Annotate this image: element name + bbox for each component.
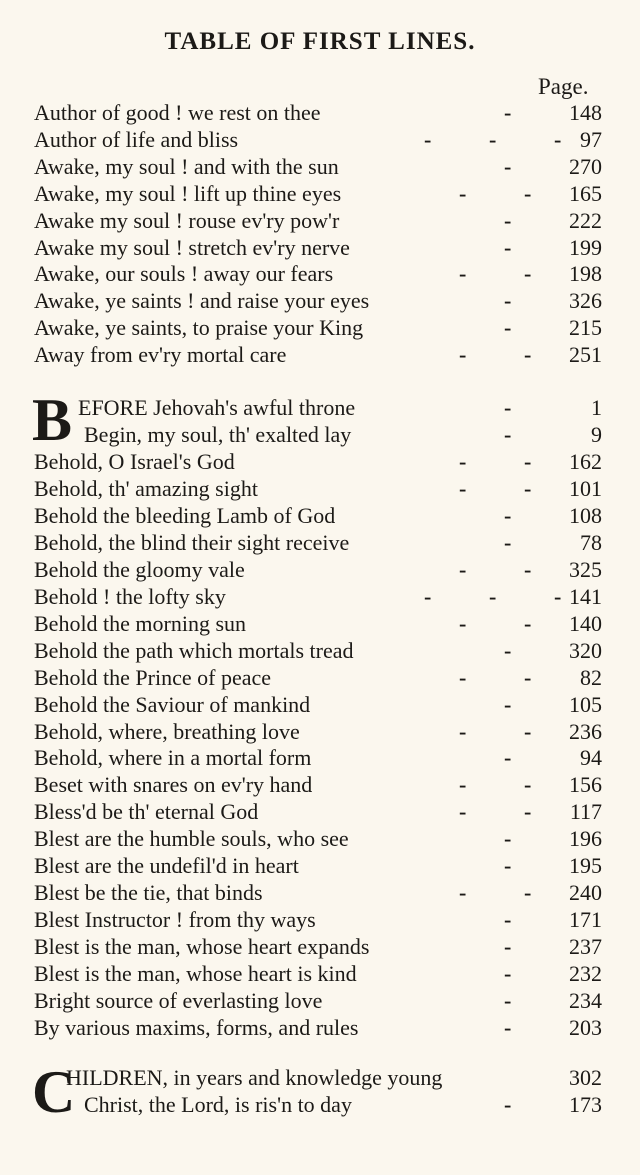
- entry-first-line: HILDREN, in years and knowledge young: [66, 1065, 443, 1090]
- leader-dash: -: [524, 342, 532, 368]
- entry-first-line: Away from ev'ry mortal care: [34, 342, 287, 368]
- entry-first-line: Blest are the humble souls, who see: [34, 826, 349, 852]
- entry-first-line: Awake, my soul ! and with the sun: [34, 153, 339, 179]
- entry-first-line: Christ, the Lord, is ris'n to day: [84, 1092, 352, 1117]
- index-entry: [34, 933, 606, 960]
- page-column-header: Page.: [538, 74, 589, 99]
- index-entry: [34, 421, 606, 448]
- index-entry: [34, 341, 606, 368]
- entry-page-number: 222: [569, 207, 602, 233]
- index-entry: [34, 234, 606, 261]
- leader-dash: -: [459, 556, 467, 582]
- leader-dash: -: [504, 207, 512, 233]
- entry-first-line: Behold, where in a mortal form: [34, 745, 312, 771]
- entry-page-number: 195: [569, 853, 602, 879]
- entry-page-number: 9: [591, 422, 602, 447]
- index-entry: [34, 126, 606, 153]
- entry-page-number: 215: [569, 315, 602, 341]
- leader-dash: -: [504, 961, 512, 987]
- index-entry: [34, 691, 606, 718]
- entry-page-number: 251: [569, 342, 602, 368]
- leader-dash: -: [504, 395, 512, 420]
- leader-dash: -: [504, 100, 512, 125]
- leader-dash: -: [504, 288, 512, 314]
- entry-page-number: 105: [569, 691, 602, 717]
- section-b-dropcap: B: [32, 387, 73, 453]
- leader-dash: -: [524, 180, 532, 206]
- entry-page-number: 198: [569, 261, 602, 287]
- leader-dash: -: [504, 907, 512, 933]
- leader-dash: -: [459, 180, 467, 206]
- entry-page-number: 232: [569, 961, 602, 987]
- index-entry: [34, 825, 606, 852]
- leader-dash: -: [524, 718, 532, 744]
- leader-dash: -: [489, 583, 497, 609]
- entry-page-number: 101: [569, 475, 602, 501]
- entry-page-number: 162: [569, 449, 602, 474]
- leader-dash: -: [504, 988, 512, 1013]
- index-entry: [34, 771, 606, 798]
- entry-first-line: Author of good ! we rest on thee: [34, 100, 321, 125]
- index-entry: [34, 852, 606, 879]
- entry-page-number: 94: [580, 745, 602, 771]
- entry-page-number: 1: [591, 395, 602, 420]
- entry-page-number: 140: [569, 610, 602, 636]
- entry-page-number: 234: [569, 988, 602, 1013]
- entry-first-line: Awake my soul ! stretch ev'ry nerve: [34, 234, 350, 260]
- entry-page-number: 108: [569, 502, 602, 528]
- entry-first-line: Blest Instructor ! from thy ways: [34, 907, 316, 933]
- leader-dash: -: [459, 610, 467, 636]
- index-entry: [34, 583, 606, 610]
- leader-dash: -: [504, 1092, 512, 1117]
- entry-first-line: Bless'd be th' eternal God: [34, 799, 259, 825]
- entry-page-number: 97: [580, 126, 602, 152]
- leader-dash: -: [504, 691, 512, 717]
- index-entry: [34, 906, 606, 933]
- leader-dash: -: [459, 718, 467, 744]
- entry-page-number: 148: [569, 100, 602, 125]
- entry-first-line: Behold, where, breathing love: [34, 718, 300, 744]
- entry-first-line: EFORE Jehovah's awful throne: [78, 395, 356, 420]
- leader-dash: -: [459, 261, 467, 287]
- entry-page-number: 78: [580, 529, 602, 555]
- index-entry: [34, 637, 606, 664]
- entry-page-number: 325: [569, 556, 602, 582]
- entry-first-line: Blest is the man, whose heart is kind: [34, 961, 357, 987]
- leader-dash: -: [489, 126, 497, 152]
- entry-first-line: Behold the Saviour of mankind: [34, 691, 311, 717]
- leader-dash: -: [424, 126, 432, 152]
- leader-dash: -: [504, 637, 512, 663]
- entry-page-number: 82: [580, 664, 602, 690]
- leader-dash: -: [524, 880, 532, 906]
- leader-dash: -: [424, 583, 432, 609]
- leader-dash: -: [524, 449, 532, 474]
- leader-dash: -: [459, 880, 467, 906]
- entry-page-number: 320: [569, 637, 602, 663]
- leader-dash: -: [504, 422, 512, 447]
- leader-dash: -: [504, 853, 512, 879]
- entry-first-line: Awake, our souls ! away our fears: [34, 261, 334, 287]
- index-entry: [66, 1064, 606, 1091]
- leader-dash: -: [504, 529, 512, 555]
- index-entry: [34, 314, 606, 341]
- entry-first-line: Behold the bleeding Lamb of God: [34, 502, 336, 528]
- leader-dash: -: [459, 772, 467, 798]
- entry-first-line: Blest be the tie, that binds: [34, 880, 263, 906]
- index-entry: [34, 1091, 606, 1118]
- entry-first-line: Awake, ye saints, to praise your King: [34, 315, 364, 341]
- leader-dash: -: [504, 934, 512, 960]
- index-entry: [34, 529, 606, 556]
- entry-page-number: 117: [569, 799, 602, 825]
- index-entry: [34, 798, 606, 825]
- entry-first-line: Awake my soul ! rouse ev'ry pow'r: [34, 207, 340, 233]
- leader-dash: -: [504, 745, 512, 771]
- leader-dash: -: [459, 475, 467, 501]
- entry-first-line: Beset with snares on ev'ry hand: [34, 772, 313, 798]
- index-entry: [34, 475, 606, 502]
- entry-first-line: Awake, ye saints ! and raise your eyes: [34, 288, 370, 314]
- entry-first-line: Behold the Prince of peace: [34, 664, 272, 690]
- index-entry: [34, 502, 606, 529]
- entry-first-line: Begin, my soul, th' exalted lay: [84, 422, 352, 447]
- entry-page-number: 237: [569, 934, 602, 960]
- entry-first-line: Blest are the undefil'd in heart: [34, 853, 299, 879]
- entry-page-number: 203: [569, 1014, 602, 1040]
- entry-page-number: 199: [569, 234, 602, 260]
- leader-dash: -: [524, 475, 532, 501]
- leader-dash: -: [504, 826, 512, 852]
- entry-first-line: Behold, O Israel's God: [34, 449, 235, 474]
- entry-page-number: 236: [569, 718, 602, 744]
- index-entry: [78, 394, 606, 421]
- leader-dash: -: [459, 799, 467, 825]
- leader-dash: -: [504, 315, 512, 341]
- leader-dash: -: [504, 153, 512, 179]
- index-entry: [34, 153, 606, 180]
- leader-dash: -: [524, 261, 532, 287]
- index-entry: [34, 287, 606, 314]
- index-entry: [34, 99, 606, 126]
- entry-first-line: Behold the gloomy vale: [34, 556, 245, 582]
- index-entry: [34, 610, 606, 637]
- entry-page-number: 141: [569, 583, 602, 609]
- entry-first-line: Author of life and bliss: [34, 126, 239, 152]
- index-entry: [34, 180, 606, 207]
- entry-first-line: Bright source of everlasting love: [34, 988, 323, 1013]
- leader-dash: -: [524, 799, 532, 825]
- index-entry: [34, 556, 606, 583]
- index-entry: [34, 664, 606, 691]
- leader-dash: -: [459, 664, 467, 690]
- entry-page-number: 326: [569, 288, 602, 314]
- leader-dash: -: [524, 610, 532, 636]
- index-entry: [34, 207, 606, 234]
- index-entry: [34, 960, 606, 987]
- entry-first-line: Behold, the blind their sight receive: [34, 529, 350, 555]
- leader-dash: -: [459, 342, 467, 368]
- page-title: TABLE OF FIRST LINES.: [164, 28, 476, 55]
- leader-dash: -: [504, 234, 512, 260]
- entry-page-number: 270: [569, 153, 602, 179]
- entry-page-number: 240: [569, 880, 602, 906]
- entry-page-number: 165: [569, 180, 602, 206]
- index-entry: [34, 1014, 606, 1041]
- entry-page-number: 173: [569, 1092, 602, 1117]
- leader-dash: -: [504, 1014, 512, 1040]
- leader-dash: -: [554, 583, 562, 609]
- entry-first-line: Behold, th' amazing sight: [34, 475, 258, 501]
- leader-dash: -: [459, 449, 467, 474]
- section-c-dropcap: C: [32, 1059, 76, 1125]
- entry-first-line: Awake, my soul ! lift up thine eyes: [34, 180, 342, 206]
- index-entry: [34, 987, 606, 1014]
- entry-page-number: 302: [569, 1065, 602, 1090]
- leader-dash: -: [524, 556, 532, 582]
- entry-first-line: Behold the morning sun: [34, 610, 247, 636]
- leader-dash: -: [554, 126, 562, 152]
- entry-page-number: 156: [569, 772, 602, 798]
- leader-dash: -: [524, 664, 532, 690]
- entry-first-line: Behold the path which mortals tread: [34, 637, 354, 663]
- index-entry: [34, 448, 606, 475]
- entry-page-number: 196: [569, 826, 602, 852]
- entry-first-line: Behold ! the lofty sky: [34, 583, 226, 609]
- leader-dash: -: [504, 502, 512, 528]
- leader-dash: -: [524, 772, 532, 798]
- index-entry: [34, 718, 606, 745]
- entry-first-line: Blest is the man, whose heart expands: [34, 934, 370, 960]
- index-entry: [34, 260, 606, 287]
- index-entry: [34, 744, 606, 771]
- entry-page-number: 171: [569, 907, 602, 933]
- index-entry: [34, 879, 606, 906]
- entry-first-line: By various maxims, forms, and rules: [34, 1014, 359, 1040]
